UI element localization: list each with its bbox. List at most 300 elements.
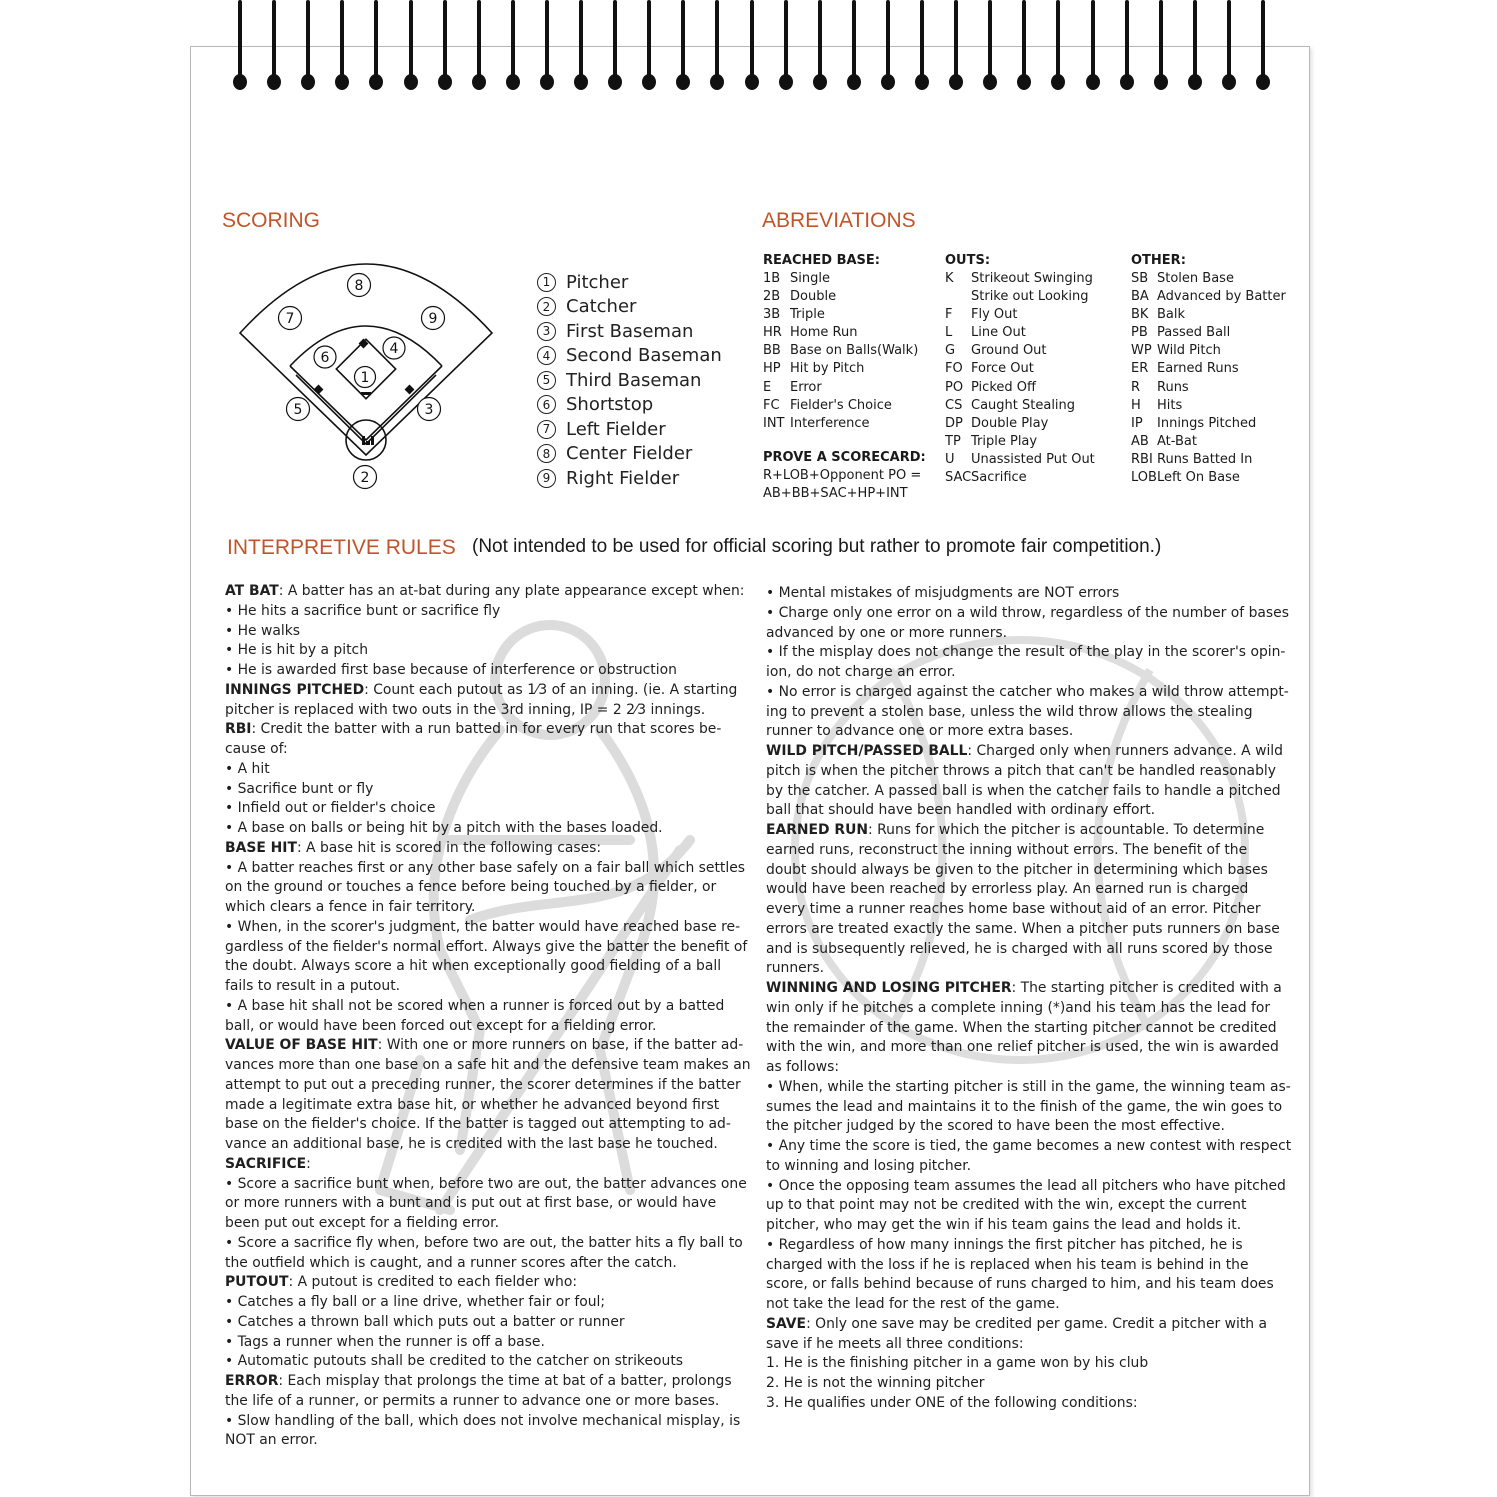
rule-term: SACRIFICE: [225, 1155, 307, 1172]
abbreviation-item: [1131, 342, 1301, 360]
position-number: 7: [537, 420, 556, 439]
rule-text: • Score a sacrifice bunt when, before two are out, the batter advances one: [225, 1175, 747, 1192]
rule-text: : Charged only when runners advance. A wild: [967, 743, 1283, 759]
spiral-ring: [881, 0, 895, 95]
position-label: First Baseman: [566, 320, 694, 342]
rule-text: • Charge only one error on a wild throw, regardless of the number of bases: [766, 604, 1289, 621]
rule-text: save if he meets all three conditions:: [766, 1335, 1024, 1352]
rule-term: BASE HIT: [225, 839, 297, 856]
abbreviation-label: Left On Base: [1157, 470, 1240, 486]
position-label: Catcher: [566, 296, 637, 318]
rule-line: [225, 681, 750, 701]
abbreviation-label: Strike out Looking: [971, 289, 1089, 305]
abbreviation-code: AB: [1131, 433, 1149, 449]
rule-text: : With one or more runners on base, if the batter ad-: [377, 1037, 744, 1054]
rule-text: • He is hit by a pitch: [225, 642, 368, 659]
rule-line: [225, 977, 750, 997]
first-base: [405, 385, 415, 395]
rule-text: ball that should have been handled with ordinary effort.: [766, 802, 1156, 819]
abbreviation-item: [763, 415, 943, 433]
rule-text: • Regardless of how many innings the first pitcher has pitched, he is: [766, 1236, 1243, 1253]
rule-line: [225, 1293, 750, 1313]
rule-text: as follows:: [766, 1059, 840, 1075]
rule-text: every time a runner reaches home base without aid of an error. Pitcher: [766, 901, 1261, 917]
abbreviation-code: PO: [945, 379, 964, 395]
rule-text: up to that point may not be credited with the win, except the current: [766, 1197, 1247, 1214]
spiral-ring: [335, 0, 349, 95]
abbreviation-item: [945, 415, 1130, 433]
rule-term: EARNED RUN: [766, 822, 869, 838]
infield-arc: [290, 326, 442, 366]
rule-text: • Score a sacrifice fly when, before two are out, the batter hits a fly ball to: [225, 1234, 743, 1251]
abbreviation-item: [1131, 433, 1301, 451]
diagram-number-7: 7: [285, 311, 295, 327]
rule-line: [225, 582, 750, 602]
rule-term: WILD PITCH/PASSED BALL: [766, 743, 968, 759]
rule-line: [766, 1374, 1291, 1394]
position-number: 2: [537, 297, 556, 316]
abbreviation-code: RBI: [1131, 451, 1153, 467]
rule-line: [225, 1175, 750, 1195]
outs-column: [945, 252, 1130, 487]
spiral-ring: [608, 0, 622, 95]
rule-text: the outfield which is caught, and a runner scores after the catch.: [225, 1254, 677, 1271]
rule-text: : A base hit is scored in the following cases:: [296, 839, 602, 856]
rule-text: vance an additional base, he is credited with the last base he touched.: [225, 1136, 718, 1152]
position-label: Second Baseman: [566, 345, 722, 367]
rule-term: PUTOUT: [225, 1274, 289, 1291]
rule-line: [225, 1135, 750, 1155]
abbreviation-label: Line Out: [971, 325, 1026, 341]
rule-term: RBI: [225, 721, 252, 738]
rule-line: [766, 979, 1291, 999]
abbreviation-item: [945, 379, 1130, 397]
abbreviation-code: PB: [1131, 325, 1148, 341]
spiral-ring: [1188, 0, 1202, 95]
rule-line: [225, 1115, 750, 1135]
abbreviation-code: U: [945, 451, 955, 467]
scoring-title: SCORING: [222, 209, 321, 232]
rule-line: [225, 1017, 750, 1037]
rule-line: [766, 1216, 1291, 1236]
rule-text: pitcher, who may get the win if his team gains the lead and holds it.: [766, 1217, 1242, 1233]
rule-text: : A batter has an at-bat during any plate appearance except when:: [278, 583, 745, 599]
rule-text: made a legitimate extra base hit, or whether he advanced beyond first: [225, 1096, 720, 1113]
rule-line: [766, 1098, 1291, 1118]
spiral-ring: [1086, 0, 1100, 95]
rule-text: earned runs, reconstruct the inning without errors. The benefit of the: [766, 841, 1248, 858]
rule-text: • No error is charged against the catcher who makes a wild throw attempt-: [766, 683, 1289, 700]
abbreviation-label: Caught Stealing: [971, 397, 1076, 413]
rule-text: fails to result in a putout.: [225, 978, 401, 994]
rule-text: : Credit the batter with a run batted in for every run that scores be-: [251, 721, 722, 738]
rule-line: [225, 661, 750, 681]
rule-text: NOT an error.: [225, 1432, 318, 1449]
rule-text: • He walks: [225, 622, 301, 639]
abbreviation-label: Home Run: [790, 325, 858, 341]
rule-text: • He is awarded first base because of interference or obstruction: [225, 662, 677, 678]
rule-text: : Count each putout as 1⁄3 of an inning. (ie. A starting: [364, 681, 738, 698]
abbreviation-item: [1131, 469, 1301, 487]
rule-line: [225, 957, 750, 977]
outs-heading: OUTS:: [945, 253, 991, 268]
rule-text: score, or falls behind because of runs charged to him, and his team does: [766, 1276, 1274, 1293]
abbreviation-label: Passed Ball: [1157, 325, 1231, 341]
rule-line: [225, 938, 750, 958]
rule-term: AT BAT: [225, 583, 279, 599]
rule-line: [225, 918, 750, 938]
rule-line: [766, 762, 1291, 782]
rule-line: [225, 602, 750, 622]
home-plate: [366, 441, 370, 445]
position-item: [537, 417, 722, 442]
abbreviation-label: Unassisted Put Out: [971, 451, 1095, 467]
rule-line: [766, 1196, 1291, 1216]
position-item: [537, 295, 722, 320]
rule-text: the pitcher judged by the scored to have been the most effective.: [766, 1118, 1225, 1135]
abbreviation-label: Triple Play: [971, 433, 1038, 449]
rule-text: with the win, and more than one relief pitcher is used, the win is awarded: [766, 1039, 1279, 1056]
abbreviation-code: 2B: [763, 289, 781, 305]
abbreviation-item: [763, 342, 943, 360]
rule-line: [766, 841, 1291, 861]
spiral-ring: [1222, 0, 1236, 95]
rule-text: • Infield out or fielder's choice: [225, 800, 436, 817]
batter-box-right: [371, 436, 374, 445]
abbreviation-code: G: [945, 343, 956, 359]
abbreviation-item: [945, 397, 1130, 415]
rule-text: • Sacrifice bunt or fly: [225, 780, 374, 797]
abbreviation-code: [945, 288, 971, 306]
rule-line: [766, 1256, 1291, 1276]
rule-text: ball, or would have been forced out except for a fielding error.: [225, 1017, 657, 1034]
abbreviation-item: [763, 324, 943, 342]
other-list: [1131, 270, 1301, 487]
rule-text: • Automatic putouts shall be credited to the catcher on strikeouts: [225, 1353, 684, 1370]
other-heading: OTHER:: [1131, 253, 1186, 268]
rule-text: cause of:: [225, 741, 288, 757]
rules-title: INTERPRETIVE RULES: [227, 536, 456, 559]
reached-base-column: [763, 252, 943, 503]
rule-line: [225, 997, 750, 1017]
position-item: [537, 393, 722, 418]
rule-line: [225, 1372, 750, 1392]
abbreviation-item: [763, 306, 943, 324]
rule-line: [766, 782, 1291, 802]
rule-line: [225, 878, 750, 898]
spiral-ring: [710, 0, 724, 95]
spiral-ring: [779, 0, 793, 95]
rule-text: sumes the lead and maintains it to the finish of the game, the win goes to: [766, 1098, 1283, 1115]
abbreviation-label: Hits: [1157, 397, 1183, 413]
rule-line: [225, 1333, 750, 1353]
spiral-ring: [1051, 0, 1065, 95]
rule-line: [766, 1236, 1291, 1256]
position-label: Third Baseman: [566, 369, 702, 391]
abbreviation-item: [945, 306, 1130, 324]
rule-line: [766, 683, 1291, 703]
abbreviation-code: DP: [945, 415, 963, 431]
abbreviation-code: SB: [1131, 271, 1149, 286]
rule-line: [766, 880, 1291, 900]
abbreviation-item: [1131, 288, 1301, 306]
abbreviation-code: BA: [1131, 289, 1149, 305]
rule-line: [225, 1412, 750, 1432]
rule-text: • Catches a thrown ball which puts out a batter or runner: [225, 1313, 625, 1330]
abbreviation-label: Double Play: [971, 415, 1049, 431]
spiral-ring: [472, 0, 486, 95]
rule-line: [225, 1234, 750, 1254]
abbreviation-label: Strikeout Swinging: [971, 271, 1093, 286]
rule-line: [766, 584, 1291, 604]
diagram-number-6: 6: [320, 350, 330, 366]
abbreviation-code: WP: [1131, 343, 1152, 359]
rule-text: • A hit: [225, 760, 270, 777]
rule-text: • He hits a sacrifice bunt or sacrifice fly: [225, 602, 501, 619]
rule-line: [766, 1394, 1291, 1414]
spiral-ring: [915, 0, 929, 95]
other-column: [1131, 252, 1301, 487]
diagram-number-2: 2: [360, 470, 370, 486]
reached-base-list: [763, 270, 943, 433]
abbreviation-code: BK: [1131, 307, 1149, 323]
abbreviation-item: [945, 433, 1130, 451]
rule-line: [766, 801, 1291, 821]
rule-line: [225, 1352, 750, 1372]
rule-text: pitcher is replaced with two outs in the 3rd inning, IP = 2 2⁄3 innings.: [225, 701, 706, 718]
abbreviation-code: E: [763, 379, 772, 395]
rule-text: pitch is when the pitcher throws a pitch that can't be handled reasonably: [766, 762, 1276, 779]
rule-text: : A putout is credited to each fielder who:: [288, 1274, 578, 1291]
rule-line: [225, 701, 750, 721]
spiral-ring: [1120, 0, 1134, 95]
position-number: 9: [537, 469, 556, 488]
rule-text: win only if he pitches a complete inning (*)and his team has the lead for: [766, 999, 1271, 1016]
spiral-ring: [676, 0, 690, 95]
spiral-binding: [0, 0, 1497, 100]
abbreviation-item: [1131, 379, 1301, 397]
rule-text: • Slow handling of the ball, which does not involve mechanical misplay, is: [225, 1412, 741, 1429]
outs-list: [945, 270, 1130, 487]
rule-line: [766, 1157, 1291, 1177]
rule-line: [225, 1273, 750, 1293]
abbreviation-item: [945, 270, 1130, 288]
rule-text: runner to advance one or more extra bases.: [766, 723, 1074, 740]
rule-line: [766, 940, 1291, 960]
position-number: 6: [537, 395, 556, 414]
rule-text: runners.: [766, 960, 825, 977]
position-label: Center Fielder: [566, 443, 693, 465]
rule-line: [766, 1117, 1291, 1137]
abbreviation-code: 3B: [763, 307, 781, 323]
abbreviation-label: At-Bat: [1157, 433, 1197, 449]
abbreviation-label: Force Out: [971, 361, 1034, 377]
rule-line: [225, 622, 750, 642]
rule-text: 2. He is not the winning pitcher: [766, 1375, 985, 1391]
position-number: 8: [537, 444, 556, 463]
rule-line: [225, 780, 750, 800]
abbreviation-label: Fielder's Choice: [790, 397, 892, 413]
position-number: 5: [537, 371, 556, 390]
rule-text: • A base on balls or being hit by a pitch with the bases loaded.: [225, 820, 663, 836]
rules-right-column: [766, 584, 1291, 1414]
abbreviation-label: Triple: [790, 307, 825, 323]
rule-line: [766, 999, 1291, 1019]
rule-line: [766, 722, 1291, 742]
rule-text: which clears a fence in fair territory.: [225, 899, 476, 915]
rule-line: [766, 703, 1291, 723]
spiral-ring: [540, 0, 554, 95]
abbreviation-label: Picked Off: [971, 379, 1036, 395]
prove-scorecard-heading: PROVE A SCORECARD:: [763, 449, 926, 465]
spiral-ring: [574, 0, 588, 95]
rule-text: gardless of the fielder's normal effort. Always give the batter the benefit of: [225, 938, 748, 955]
abbreviation-item: [1131, 397, 1301, 415]
rule-line: [766, 643, 1291, 663]
rule-text: • When, in the scorer's judgment, the batter would have reached base re-: [225, 918, 741, 935]
abbreviation-code: 1B: [763, 271, 781, 286]
rule-text: : The starting pitcher is credited with a: [1011, 980, 1282, 996]
abbreviation-code: TP: [945, 433, 961, 449]
rule-term: INNINGS PITCHED: [225, 681, 365, 698]
rule-text: :: [306, 1155, 311, 1172]
diagram-number-3: 3: [424, 402, 434, 418]
spiral-ring: [949, 0, 963, 95]
abbreviation-code: ER: [1131, 361, 1149, 377]
abbreviation-code: HP: [763, 361, 781, 377]
abbreviation-item: [945, 469, 1130, 487]
abbreviation-code: IP: [1131, 415, 1143, 431]
diagram-number-4: 4: [389, 341, 399, 357]
spiral-ring: [369, 0, 383, 95]
rule-line: [225, 760, 750, 780]
rule-line: [766, 1078, 1291, 1098]
abbreviation-label: Wild Pitch: [1157, 343, 1221, 359]
rule-line: [225, 720, 750, 740]
spiral-ring: [642, 0, 656, 95]
abbreviation-code: H: [1131, 397, 1141, 413]
abbreviation-item: [1131, 415, 1301, 433]
rule-text: the doubt. Always score a hit when exceptionally good fielding of a ball: [225, 958, 722, 975]
rule-text: 1. He is the finishing pitcher in a game won by his club: [766, 1355, 1149, 1372]
rule-text: by the catcher. A passed ball is when the catcher fails to handle a pitched: [766, 782, 1281, 799]
abbreviation-label: Advanced by Batter: [1157, 289, 1286, 305]
position-item: [537, 319, 722, 344]
position-number: 1: [537, 273, 556, 292]
abbreviation-item: [1131, 306, 1301, 324]
spiral-ring: [267, 0, 281, 95]
prove-line-1: R+LOB+Opponent PO =: [763, 467, 922, 483]
spiral-ring: [506, 0, 520, 95]
rule-line: [766, 663, 1291, 683]
abbreviation-item: [945, 342, 1130, 360]
rule-text: • Any time the score is tied, the game becomes a new contest with respect: [766, 1138, 1292, 1154]
abbreviation-label: Runs: [1157, 379, 1189, 395]
spiral-ring: [301, 0, 315, 95]
abbreviation-item: [1131, 270, 1301, 288]
rule-line: [766, 1335, 1291, 1355]
rule-line: [766, 604, 1291, 624]
abbreviation-item: [763, 397, 943, 415]
abbreviation-label: Innings Pitched: [1157, 415, 1257, 431]
abbreviation-label: Error: [790, 379, 822, 395]
rule-line: [766, 742, 1291, 762]
abbreviation-item: [945, 451, 1130, 469]
abbreviation-item: [945, 288, 1130, 306]
spiral-ring: [404, 0, 418, 95]
abbreviation-item: [763, 270, 943, 288]
rule-line: [225, 1096, 750, 1116]
abbreviation-label: Runs Batted In: [1157, 451, 1253, 467]
position-label: Right Fielder: [566, 467, 680, 489]
position-label: Shortstop: [566, 394, 654, 416]
abbreviation-item: [945, 360, 1130, 378]
abbreviation-label: Interference: [790, 415, 870, 431]
rule-line: [225, 1392, 750, 1412]
rule-line: [225, 1214, 750, 1234]
diagram-number-9: 9: [428, 311, 438, 327]
rule-text: doubt should always be given to the pitcher in determining which bases: [766, 861, 1268, 878]
rule-line: [766, 1354, 1291, 1374]
rule-text: charged with the loss if he is replaced when his team is behind in the: [766, 1256, 1249, 1273]
abbreviation-code: F: [945, 307, 953, 323]
rules-left-column: [225, 582, 750, 1451]
spiral-ring: [233, 0, 247, 95]
rule-text: • Tags a runner when the runner is off a base.: [225, 1333, 545, 1350]
rule-text: to winning and losing pitcher.: [766, 1157, 972, 1174]
rule-text: • A batter reaches first or any other base safely on a fair ball which settles: [225, 859, 745, 876]
rule-text: errors are treated exactly the same. When a pitcher puts runners on base: [766, 920, 1280, 937]
abbreviation-item: [1131, 360, 1301, 378]
rule-text: : Each misplay that prolongs the time at bat of a batter, prolongs: [278, 1373, 732, 1389]
rule-line: [225, 839, 750, 859]
abbreviation-code: R: [1131, 379, 1141, 395]
position-item: [537, 270, 722, 295]
rule-line: [766, 1177, 1291, 1197]
rule-text: : Only one save may be credited per game. Credit a pitcher with a: [806, 1315, 1268, 1332]
rule-text: 3. He qualifies under ONE of the following conditions:: [766, 1394, 1138, 1411]
rule-text: the life of a runner, or permits a runner to advance one or more bases.: [225, 1392, 720, 1409]
rule-text: • A base hit shall not be scored when a runner is forced out by a batted: [225, 997, 725, 1014]
spiral-ring: [983, 0, 997, 95]
abbreviation-item: [763, 288, 943, 306]
rule-line: [225, 1036, 750, 1056]
rule-line: [225, 1431, 750, 1451]
spiral-ring: [1256, 0, 1270, 95]
rule-line: [766, 1137, 1291, 1157]
rule-text: advanced by one or more runners.: [766, 624, 1008, 641]
abbreviation-code: FO: [945, 361, 963, 377]
abbreviation-code: SAC: [945, 470, 972, 486]
diagram-number-5: 5: [293, 402, 303, 418]
rule-line: [225, 1155, 750, 1175]
diagram-number-1: 1: [360, 370, 370, 386]
spiral-ring: [813, 0, 827, 95]
rule-text: • If the misplay does not change the result of the play in the scorer's opin-: [766, 644, 1286, 661]
rule-text: not take the lead for the rest of the game.: [766, 1296, 1060, 1312]
batter-box-left: [362, 436, 365, 445]
abbreviation-code: LOB: [1131, 470, 1157, 486]
reached-base-heading: REACHED BASE:: [763, 253, 880, 268]
rule-line: [225, 1076, 750, 1096]
rule-line: [225, 859, 750, 879]
rule-text: ion, do not charge an error.: [766, 664, 956, 680]
rule-text: attempt to put out a preceding runner, the scorer determines if the batter: [225, 1076, 741, 1093]
position-label: Left Fielder: [566, 418, 666, 440]
diagram-number-8: 8: [354, 278, 364, 294]
rule-line: [766, 1275, 1291, 1295]
rule-text: and is subsequently relieved, he is charged with all runs scored by those: [766, 940, 1273, 957]
